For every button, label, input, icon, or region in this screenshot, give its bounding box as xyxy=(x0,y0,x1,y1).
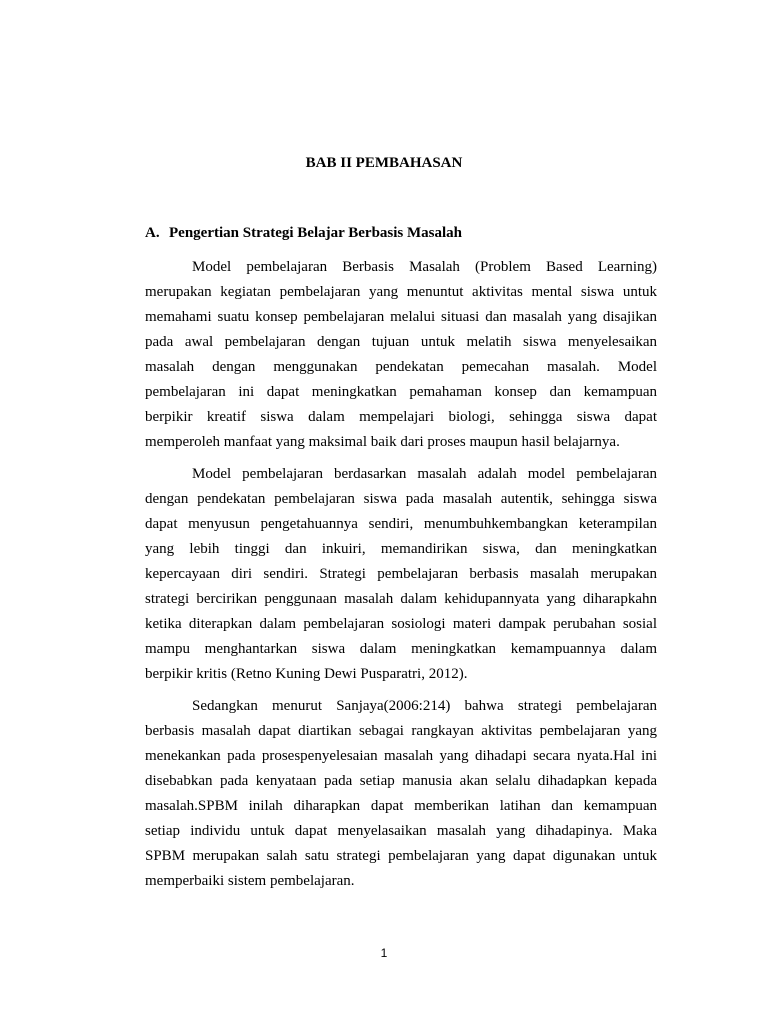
paragraph-line: masalah.SPBM inilah diharapkan dapat memberikan latihan dan kemampuan xyxy=(145,798,657,814)
paragraph-line: SPBM merupakan salah satu strategi pembelajaran yang dapat digunakan untuk xyxy=(145,848,657,864)
paragraph-line: memperbaiki sistem pembelajaran. xyxy=(145,873,355,889)
paragraph xyxy=(145,255,657,455)
paragraph-line: berpikir kreatif siswa dalam mempelajari biologi, sehingga siswa dapat xyxy=(145,409,657,425)
paragraph-line: pembelajaran ini dapat meningkatkan pemahaman konsep dan kemampuan xyxy=(145,384,657,400)
paragraph-line: disebabkan pada kenyataan pada setiap manusia akan selalu dihadapkan kepada xyxy=(145,773,657,789)
page-number: 1 xyxy=(380,946,388,960)
paragraph xyxy=(145,694,657,894)
paragraph-line: berbasis masalah dapat diartikan sebagai rangkayan aktivitas pembelajaran yang xyxy=(145,723,657,739)
paragraph-line: setiap individu untuk dapat menyelasaikan masalah yang dihadapinya. Maka xyxy=(145,823,657,839)
paragraph-line: Model pembelajaran berdasarkan masalah adalah model pembelajaran xyxy=(192,466,657,482)
paragraph-line: masalah dengan menggunakan pendekatan pemecahan masalah. Model xyxy=(145,359,657,375)
paragraph-line: menekankan pada prosespenyelesaian masalah yang dihadapi secara nyata.Hal ini xyxy=(145,748,657,764)
paragraph-line: kepercayaan diri sendiri. Strategi pembelajaran berbasis masalah merupakan xyxy=(145,566,657,582)
chapter-title: BAB II PEMBAHASAN xyxy=(305,155,463,171)
paragraph-line: strategi bercirikan penggunaan masalah dalam kehidupannyata yang diharapkahn xyxy=(145,591,657,607)
paragraph-line: mampu menghantarkan siswa dalam meningkatkan kemampuannya dalam xyxy=(145,641,657,657)
paragraph-line: memperoleh manfaat yang maksimal baik dari proses maupun hasil belajarnya. xyxy=(145,434,620,450)
paragraph-line: merupakan kegiatan pembelajaran yang menuntut aktivitas mental siswa untuk xyxy=(145,284,657,300)
section-heading xyxy=(145,223,462,243)
paragraph-line: berpikir kritis (Retno Kuning Dewi Pusparatri, 2012). xyxy=(145,666,468,682)
paragraph-line: yang lebih tinggi dan inkuiri, memandirikan siswa, dan meningkatkan xyxy=(145,541,657,557)
paragraph-line: memahami suatu konsep pembelajaran melalui situasi dan masalah yang disajikan xyxy=(145,309,657,325)
paragraph-line: dengan pendekatan pembelajaran siswa pada masalah autentik, sehingga siswa xyxy=(145,491,657,507)
paragraph-line: pada awal pembelajaran dengan tujuan untuk melatih siswa menyelesaikan xyxy=(145,334,657,350)
paragraph-line: ketika diterapkan dalam pembelajaran sosiologi materi dampak perubahan sosial xyxy=(145,616,657,632)
section-title: Pengertian Strategi Belajar Berbasis Masalah xyxy=(169,225,463,241)
body-text xyxy=(145,255,657,901)
paragraph-line: Sedangkan menurut Sanjaya(2006:214) bahwa strategi pembelajaran xyxy=(192,698,657,714)
section-marker: A. xyxy=(145,225,160,241)
paragraph-line: Model pembelajaran Berbasis Masalah (Problem Based Learning) xyxy=(192,259,657,275)
paragraph-line: dapat menyusun pengetahuannya sendiri, menumbuhkembangkan keterampilan xyxy=(145,516,657,532)
paragraph xyxy=(145,462,657,687)
